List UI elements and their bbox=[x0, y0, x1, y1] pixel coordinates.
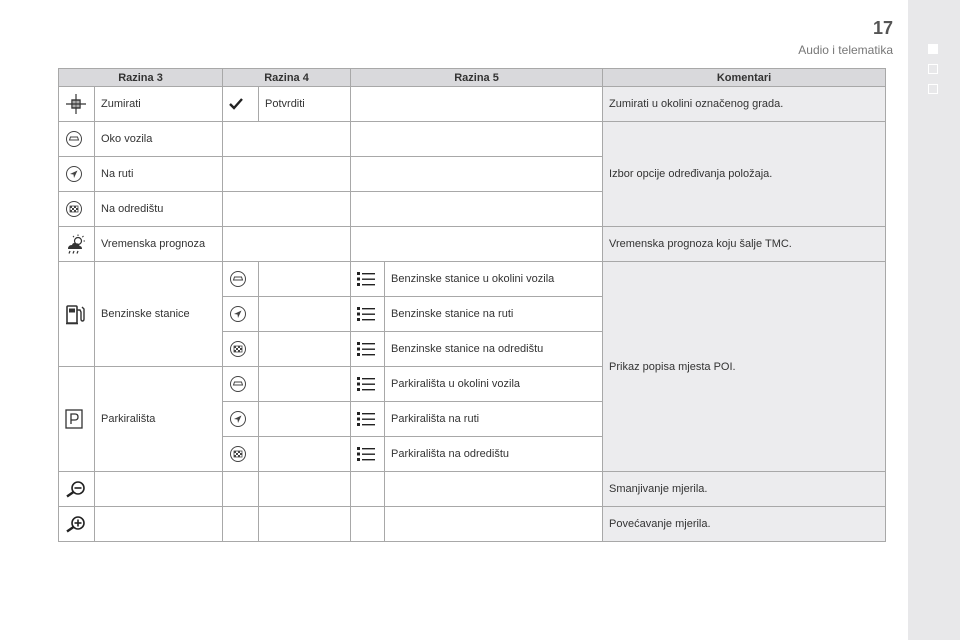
cell-icon bbox=[351, 367, 385, 402]
cell-level-4 bbox=[259, 402, 351, 437]
list-icon bbox=[357, 306, 375, 322]
cell-icon bbox=[59, 157, 95, 192]
header-level-3: Razina 3 bbox=[59, 69, 223, 87]
cell-empty bbox=[223, 507, 259, 542]
cell-empty bbox=[385, 507, 603, 542]
checkmark-icon bbox=[229, 97, 243, 111]
cell-level-5: Parkirališta na odredištu bbox=[385, 437, 603, 472]
destination-flag-icon bbox=[65, 200, 83, 218]
cell-level-3: Na ruti bbox=[95, 157, 223, 192]
cell-icon bbox=[223, 262, 259, 297]
cell-level-4 bbox=[259, 262, 351, 297]
route-arrow-icon bbox=[65, 165, 83, 183]
cell-icon bbox=[59, 507, 95, 542]
cell-comment: Povećavanje mjerila. bbox=[603, 507, 886, 542]
cell-level-4 bbox=[259, 297, 351, 332]
zoom-out-icon bbox=[65, 480, 87, 498]
cell-level-3: Benzinske stanice bbox=[95, 262, 223, 367]
cell-level-3 bbox=[95, 507, 223, 542]
cell-level-5 bbox=[351, 122, 603, 157]
cell-empty bbox=[259, 472, 351, 507]
cell-level-5 bbox=[351, 157, 603, 192]
cell-level-3: Parkirališta bbox=[95, 367, 223, 472]
cell-level-5 bbox=[351, 227, 603, 262]
cell-icon bbox=[223, 87, 259, 122]
cell-icon bbox=[351, 402, 385, 437]
cell-empty bbox=[223, 472, 259, 507]
table-row bbox=[59, 227, 886, 262]
page-number: 17 bbox=[872, 18, 893, 38]
cell-icon bbox=[223, 332, 259, 367]
cell-level-3 bbox=[95, 472, 223, 507]
car-icon bbox=[229, 375, 247, 393]
cell-empty bbox=[259, 507, 351, 542]
header-level-4: Razina 4 bbox=[223, 69, 351, 87]
page-marker-active bbox=[928, 44, 938, 54]
cell-icon bbox=[223, 402, 259, 437]
table-row bbox=[59, 87, 886, 122]
cell-icon bbox=[351, 437, 385, 472]
cell-level-5 bbox=[351, 87, 603, 122]
cell-empty bbox=[351, 472, 385, 507]
map-crosshair-icon bbox=[65, 93, 87, 115]
table-row bbox=[59, 262, 886, 297]
cell-level-5 bbox=[351, 192, 603, 227]
list-icon bbox=[357, 446, 375, 462]
cell-comment: Vremenska prognoza koju šalje TMC. bbox=[603, 227, 886, 262]
cell-level-3: Zumirati bbox=[95, 87, 223, 122]
car-icon bbox=[65, 130, 83, 148]
cell-icon bbox=[351, 262, 385, 297]
weather-icon bbox=[65, 234, 87, 254]
cell-level-4 bbox=[223, 227, 351, 262]
header-comment: Komentari bbox=[603, 69, 886, 87]
list-icon bbox=[357, 411, 375, 427]
cell-icon bbox=[223, 437, 259, 472]
cell-comment: Izbor opcije određivanja položaja. bbox=[603, 122, 886, 227]
table-row bbox=[59, 472, 886, 507]
list-icon bbox=[357, 376, 375, 392]
cell-icon bbox=[59, 472, 95, 507]
cell-comment: Zumirati u okolini označenog grada. bbox=[603, 87, 886, 122]
cell-level-4 bbox=[223, 122, 351, 157]
header-level-5: Razina 5 bbox=[351, 69, 603, 87]
destination-flag-icon bbox=[229, 445, 247, 463]
page-marker bbox=[928, 84, 938, 94]
cell-empty bbox=[351, 507, 385, 542]
car-icon bbox=[229, 270, 247, 288]
cell-icon bbox=[59, 122, 95, 157]
cell-icon bbox=[351, 297, 385, 332]
destination-flag-icon bbox=[229, 340, 247, 358]
cell-level-4 bbox=[223, 157, 351, 192]
cell-level-3: Vremenska prognoza bbox=[95, 227, 223, 262]
page-sidebar bbox=[908, 0, 960, 640]
cell-icon bbox=[223, 297, 259, 332]
table-header-row bbox=[59, 69, 886, 87]
cell-level-5: Benzinske stanice na ruti bbox=[385, 297, 603, 332]
list-icon bbox=[357, 271, 375, 287]
cell-level-3: Oko vozila bbox=[95, 122, 223, 157]
cell-level-4 bbox=[259, 332, 351, 367]
cell-empty bbox=[385, 472, 603, 507]
table-row bbox=[59, 122, 886, 157]
cell-icon bbox=[59, 192, 95, 227]
list-icon bbox=[357, 341, 375, 357]
cell-level-4 bbox=[259, 437, 351, 472]
cell-level-4 bbox=[223, 192, 351, 227]
cell-comment: Prikaz popisa mjesta POI. bbox=[603, 262, 886, 472]
cell-icon bbox=[59, 367, 95, 472]
cell-icon bbox=[59, 227, 95, 262]
fuel-pump-icon bbox=[65, 303, 85, 325]
cell-level-5: Benzinske stanice na odredištu bbox=[385, 332, 603, 367]
table-row bbox=[59, 507, 886, 542]
cell-level-4: Potvrditi bbox=[259, 87, 351, 122]
cell-level-5: Benzinske stanice u okolini vozila bbox=[385, 262, 603, 297]
route-arrow-icon bbox=[229, 305, 247, 323]
cell-level-5: Parkirališta na ruti bbox=[385, 402, 603, 437]
cell-icon bbox=[223, 367, 259, 402]
zoom-in-icon bbox=[65, 515, 87, 533]
page-marker bbox=[928, 64, 938, 74]
cell-comment: Smanjivanje mjerila. bbox=[603, 472, 886, 507]
route-arrow-icon bbox=[229, 410, 247, 428]
cell-level-4 bbox=[259, 367, 351, 402]
navigation-menu-table bbox=[58, 68, 886, 542]
cell-level-5: Parkirališta u okolini vozila bbox=[385, 367, 603, 402]
cell-icon bbox=[59, 262, 95, 367]
parking-icon bbox=[65, 409, 83, 429]
cell-icon bbox=[59, 87, 95, 122]
cell-icon bbox=[351, 332, 385, 367]
cell-level-3: Na odredištu bbox=[95, 192, 223, 227]
section-title: Audio i telematika bbox=[798, 43, 893, 57]
